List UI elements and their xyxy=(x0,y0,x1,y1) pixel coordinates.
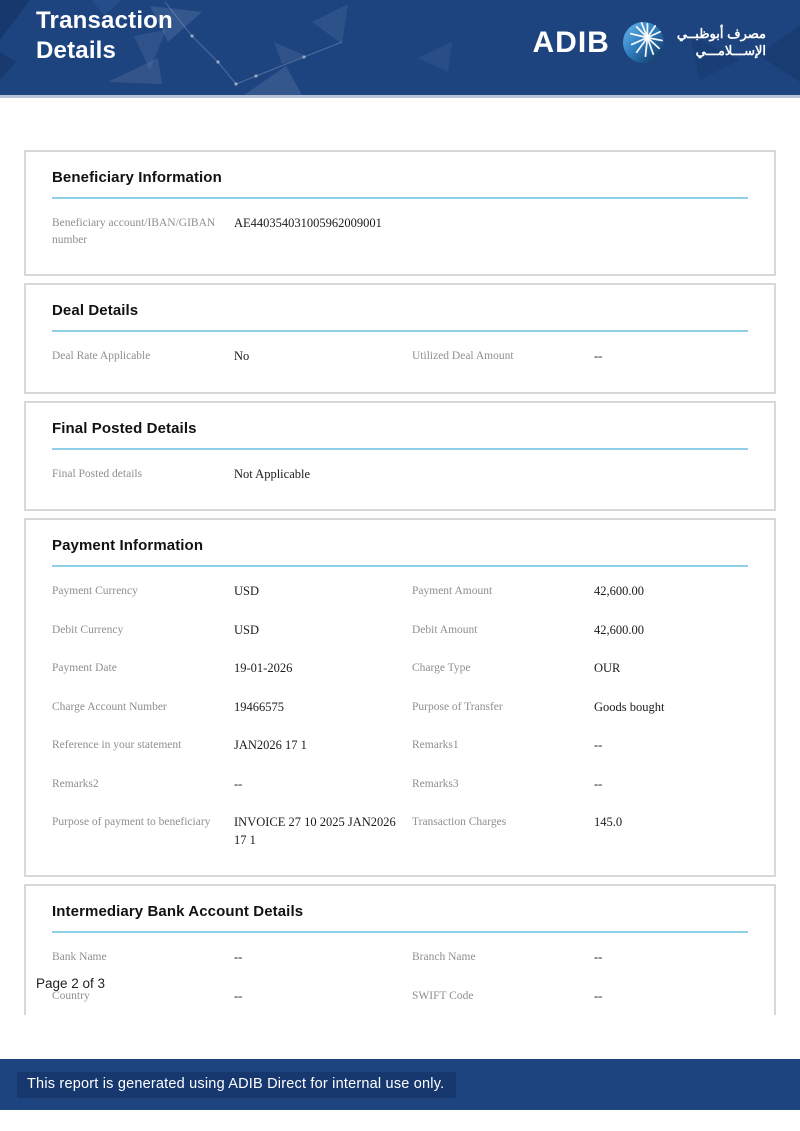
field-label-charge-account-number: Charge Account Number xyxy=(52,700,167,713)
field-value-purpose-of-transfer: Goods bought xyxy=(594,699,665,714)
field-value-purpose-of-payment-to-beneficiary: INVOICE 27 10 2025 JAN2026 17 1 xyxy=(234,815,396,847)
section-underline xyxy=(52,330,748,332)
section-card-deal-details xyxy=(24,283,776,394)
field-grid xyxy=(52,938,748,1015)
section-card-beneficiary-information xyxy=(24,150,776,276)
field-label-utilized-deal-amount: Utilized Deal Amount xyxy=(412,350,514,363)
field-value-reference-in-your-statement: JAN2026 17 1 xyxy=(234,738,307,753)
adib-logo xyxy=(532,21,766,64)
field-label-transaction-charges: Transaction Charges xyxy=(412,816,507,829)
field-label-remarks3: Remarks3 xyxy=(412,777,459,790)
adib-logo-arabic-line2: الإســـلامـــي xyxy=(695,42,766,58)
field-value-utilized-deal-amount: -- xyxy=(594,349,603,364)
field-value-payment-date: 19-01-2026 xyxy=(234,661,293,676)
field-label-purpose-of-transfer: Purpose of Transfer xyxy=(412,700,503,713)
section-card-final-posted-details xyxy=(24,401,776,512)
sections-container xyxy=(24,150,776,1015)
field-value-payment-amount: 42,600.00 xyxy=(594,584,644,599)
section-title: Deal Details xyxy=(52,302,139,320)
field-value-debit-currency: USD xyxy=(234,622,260,637)
field-value-transaction-charges: 145.0 xyxy=(594,815,623,830)
section-title: Intermediary Bank Account Details xyxy=(52,903,304,921)
field-value-debit-amount: 42,600.00 xyxy=(594,622,644,637)
field-label-purpose-of-payment-to-beneficiary: Purpose of payment to beneficiary xyxy=(52,816,211,829)
section-underline xyxy=(52,931,748,933)
field-value-bank-name: -- xyxy=(234,950,243,965)
report-header xyxy=(0,0,800,98)
footer-note: This report is generated using ADIB Direct for internal use only. xyxy=(17,1072,456,1098)
field-value-charge-type: OUR xyxy=(594,661,621,676)
page-indicator: Page 2 of 3 xyxy=(36,976,106,991)
field-label-branch-name: Branch Name xyxy=(412,951,476,964)
field-label-swift-code: SWIFT Code xyxy=(412,989,474,1002)
field-value-final-posted-details: Not Applicable xyxy=(234,466,311,481)
report-footer xyxy=(0,1059,800,1110)
field-label-bank-name: Bank Name xyxy=(52,951,107,964)
section-underline xyxy=(52,565,748,567)
field-label-country: Country xyxy=(52,989,90,1002)
field-label-payment-date: Payment Date xyxy=(52,662,117,675)
field-value-remarks3: -- xyxy=(594,776,603,791)
field-label-debit-currency: Debit Currency xyxy=(52,623,124,636)
field-value-branch-name: -- xyxy=(594,950,603,965)
section-title: Beneficiary Information xyxy=(52,169,222,186)
adib-logo-arabic-line1: مصرف أبوظبــي xyxy=(676,25,766,41)
adib-globe-icon xyxy=(622,21,665,64)
field-grid xyxy=(52,337,748,376)
field-label-remarks1: Remarks1 xyxy=(412,739,459,752)
field-value-remarks1: -- xyxy=(594,738,603,753)
field-label-remarks2: Remarks2 xyxy=(52,777,99,790)
field-value-swift-code: -- xyxy=(594,988,603,1003)
field-value-deal-rate-applicable: No xyxy=(234,349,250,364)
field-value-beneficiary-account-iban-giban-number: AE440354031005962009001 xyxy=(234,216,382,230)
field-value-country: -- xyxy=(234,988,243,1003)
field-label-debit-amount: Debit Amount xyxy=(412,623,478,636)
section-underline xyxy=(52,448,748,450)
adib-logo-text: ADIB xyxy=(532,25,610,59)
section-card-payment-information xyxy=(24,518,776,877)
field-grid xyxy=(52,455,748,494)
field-value-charge-account-number: 19466575 xyxy=(234,699,284,714)
section-underline xyxy=(52,197,748,199)
adib-logo-arabic xyxy=(677,26,766,60)
field-label-charge-type: Charge Type xyxy=(412,662,471,675)
field-label-payment-amount: Payment Amount xyxy=(412,585,493,598)
field-label-payment-currency: Payment Currency xyxy=(52,585,138,598)
section-title: Payment Information xyxy=(52,537,204,555)
field-grid xyxy=(52,204,748,258)
field-value-remarks2: -- xyxy=(234,776,243,791)
report-title: Transaction Details xyxy=(36,7,173,64)
field-label-deal-rate-applicable: Deal Rate Applicable xyxy=(52,350,151,363)
section-title: Final Posted Details xyxy=(52,419,197,437)
field-label-beneficiary-account-iban-giban-number: Beneficiary account/IBAN/GIBAN number xyxy=(52,217,216,246)
field-grid xyxy=(52,572,748,859)
field-value-payment-currency: USD xyxy=(234,584,260,599)
section-card-intermediary-bank-account-details xyxy=(24,884,776,1015)
field-label-reference-in-your-statement: Reference in your statement xyxy=(52,739,182,752)
field-label-final-posted-details: Final Posted details xyxy=(52,467,143,480)
